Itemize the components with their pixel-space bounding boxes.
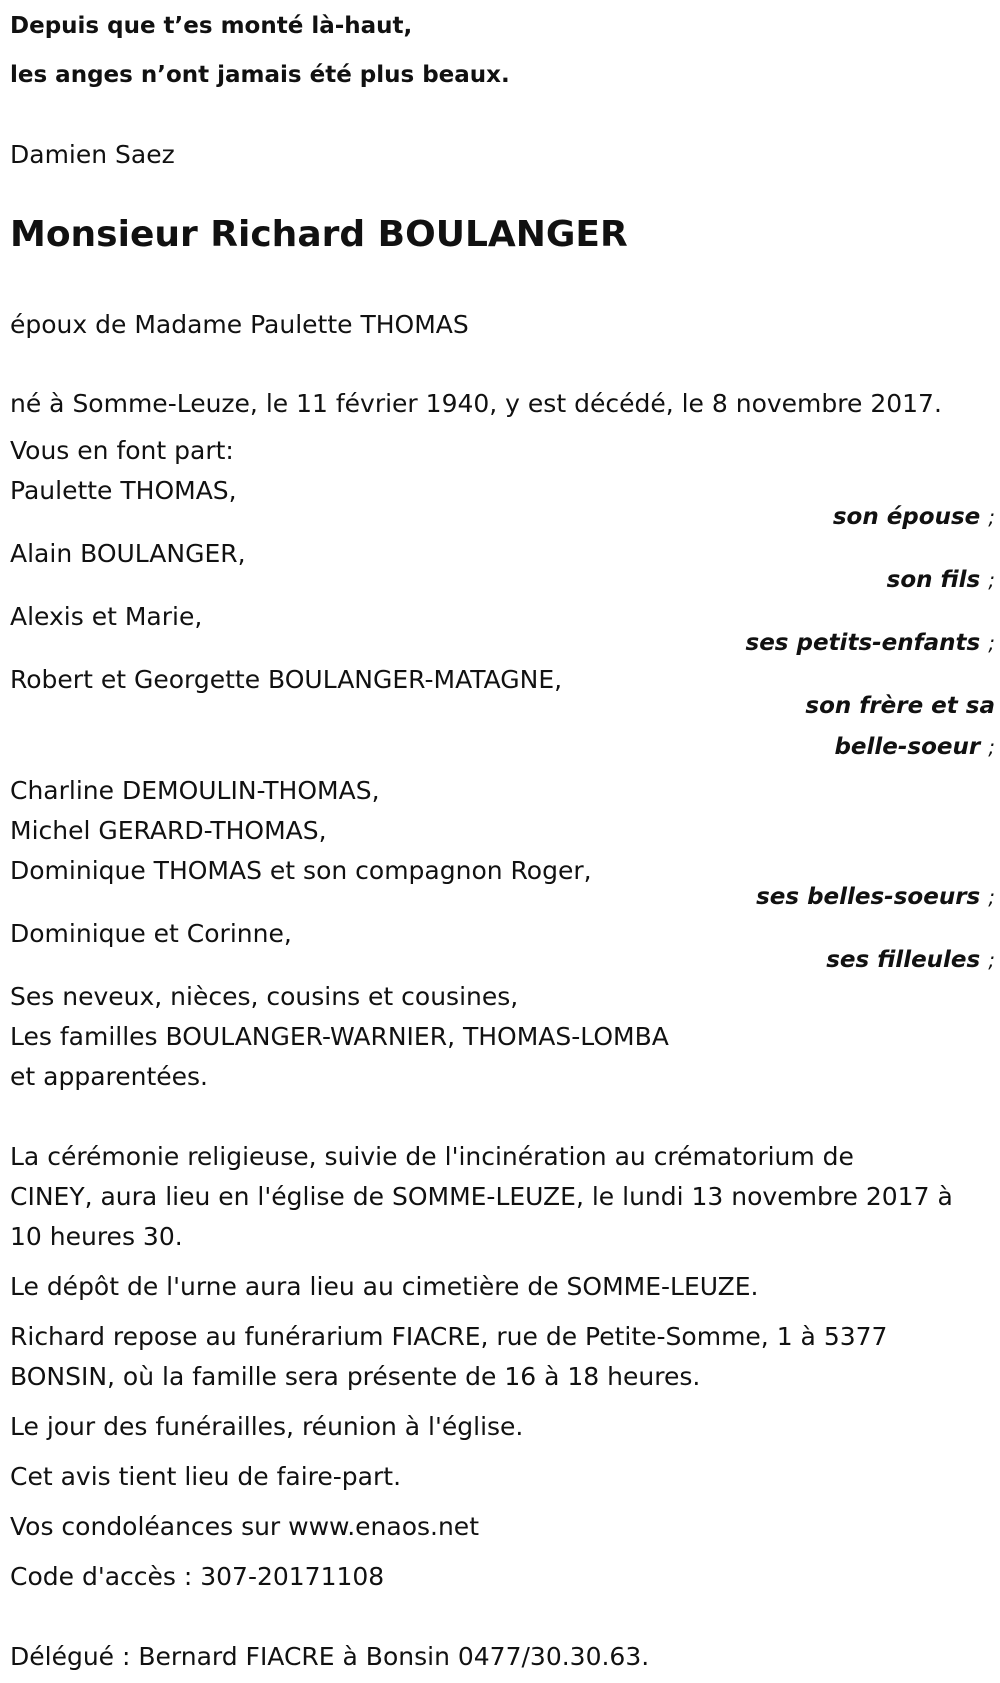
urn-text: Le dépôt de l'urne aura lieu au cimetière de SOMME-LEUZE.: [10, 1272, 759, 1301]
relation-label: son fils ;: [886, 567, 995, 593]
meeting-text: Le jour des funérailles, réunion à l'église.: [10, 1412, 524, 1441]
delegate-text: Délégué : Bernard FIACRE à Bonsin 0477/30.30.63.: [10, 1642, 650, 1671]
relation-label: son épouse ;: [832, 504, 995, 530]
relation-label: son frère et sa: [805, 693, 995, 719]
condolences-text: Vos condoléances sur www.enaos.net: [10, 1512, 479, 1541]
spouse-line: époux de Madame Paulette THOMAS: [10, 310, 469, 339]
birth-death-line: né à Somme-Leuze, le 11 février 1940, y est décédé, le 8 novembre 2017.: [10, 389, 942, 418]
family-name: Alexis et Marie,: [10, 602, 203, 631]
family-name: Paulette THOMAS,: [10, 476, 237, 505]
quote-author: Damien Saez: [10, 140, 175, 169]
relation-label: belle-soeur ;: [834, 734, 995, 760]
other-relatives: et apparentées.: [10, 1062, 208, 1091]
access-code-text: Code d'accès : 307-20171108: [10, 1562, 385, 1591]
quote-line-2: les anges n’ont jamais été plus beaux.: [10, 62, 510, 88]
family-name: Robert et Georgette BOULANGER-MATAGNE,: [10, 665, 563, 694]
relation-label: ses filleules ;: [826, 947, 995, 973]
family-name: Dominique et Corinne,: [10, 919, 292, 948]
deceased-name: Monsieur Richard BOULANGER: [10, 214, 628, 255]
relation-label: ses petits-enfants ;: [745, 630, 995, 656]
relation-label: ses belles-soeurs ;: [756, 884, 995, 910]
ceremony-text: CINEY, aura lieu en l'église de SOMME-LEUZE, le lundi 13 novembre 2017 à: [10, 1182, 953, 1211]
ceremony-text: 10 heures 30.: [10, 1222, 183, 1251]
other-relatives: Ses neveux, nièces, cousins et cousines,: [10, 982, 519, 1011]
funeral-home-text: BONSIN, où la famille sera présente de 16 à 18 heures.: [10, 1362, 701, 1391]
family-name: Dominique THOMAS et son compagnon Roger,: [10, 856, 592, 885]
ceremony-text: La cérémonie religieuse, suivie de l'incinération au crématorium de: [10, 1142, 854, 1171]
family-name: Alain BOULANGER,: [10, 539, 246, 568]
other-relatives: Les familles BOULANGER-WARNIER, THOMAS-LOMBA: [10, 1022, 669, 1051]
funeral-home-text: Richard repose au funérarium FIACRE, rue de Petite-Somme, 1 à 5377: [10, 1322, 888, 1351]
family-name: Michel GERARD-THOMAS,: [10, 816, 327, 845]
notice-text: Cet avis tient lieu de faire-part.: [10, 1462, 402, 1491]
announcement-intro: Vous en font part:: [10, 436, 234, 465]
quote-line-1: Depuis que t’es monté là-haut,: [10, 13, 413, 39]
family-name: Charline DEMOULIN-THOMAS,: [10, 776, 380, 805]
